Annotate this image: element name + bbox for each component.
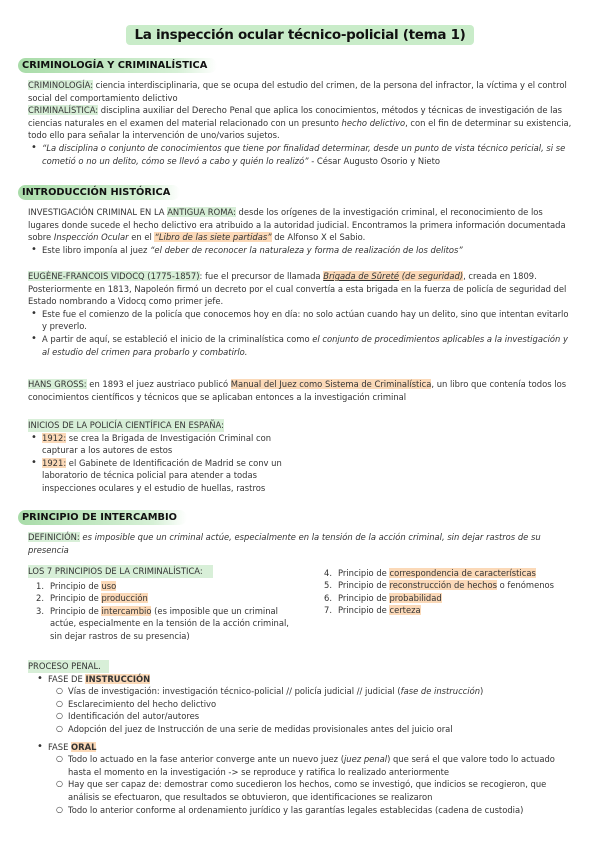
list-item [28,142,576,167]
book-siete-partidas: “Libro de las siete partidas” [154,232,272,243]
proceso-penal-block [28,660,576,816]
fase-instruccion: • FASE DE INSTRUCCIÓN ○ Vías de investigación: investigación técnico-policial // policía judicial // judicial (fase de instrucción) ○ Esclarecimiento del hecho delictivo ○ Identificación del autor/autores ○ Adopción del juez de Instrucción de una serie de medidas provisionales antes del juicio oral [34,673,576,736]
list-item: • 1921: el Gabinete de Identificación de Madrid se conv un laboratorio de técnica policial para atender a todas inspecciones oculares y el estudio de huellas, rastros [28,457,290,495]
fases-list [34,673,576,817]
section-historia-espana [28,419,576,495]
title-container [0,24,600,45]
highlight-vidocq: EUGÈNE-FRANCOIS VIDOCQ (1775-1857) [28,271,200,281]
list-item: • A partir de aquí, se estableció el inicio de la criminalística como el conjunto de procedimientos aplicables a la investigación y al estudio del crimen para probarlo y combatirlo. [28,333,576,358]
principle-item: 4. Principio de correspondencia de características [324,567,536,578]
section-historia-gross: HANS GROSS: en 1893 el juez austriaco publicó Manual del Juez como Sistema de Criminalística, un libro que contenía todos los conocimientos científicos y técnicos que se aplicaban entonces a la investigación criminal [28,379,567,402]
list-item: ○ Esclarecimiento del hecho delictivo [54,698,576,711]
principles-left [28,580,300,643]
list-item: ○ Identificación del autor/autores [54,710,576,723]
year-1921: 1921: [42,457,67,468]
principles-right [316,567,578,617]
page-title: La inspección ocular técnico-policial (tema 1) [126,25,473,45]
quote-text: “La disciplina o conjunto de conocimientos que tiene por finalidad determinar, desde un punto de vista técnico pericial, si se cometió o no un delito, cómo se llevó a cabo y quién lo realizó” [42,142,566,166]
definition-paragraph: DEFINICIÓN: es imposible que un criminal actúe, especialmente en la tensión de la acción criminal, sin dejar rastros de su presencia [28,532,541,555]
section-criminologia-body [28,79,576,167]
principles-block [28,565,576,648]
paragraph-criminologia: CRIMINOLOGÍA: ciencia interdisciplinaria, que se ocupa del estudio del crimen, de la persona del infractor, la víctima y el control social del comportamiento delictivo [28,80,567,103]
list-item: ○ Todo lo actuado en la fase anterior converge ante un nuevo juez (juez penal) que será el que valore todo lo actuado hasta el momento en la investigación -> se reproduce y ratifica lo realizado anteriormente [54,753,576,778]
list-item: • Este fue el comienzo de la policía que conocemos hoy en día: no solo actúan cuando hay un delito, sino que intentan evitarlo y preverlo. [28,308,576,333]
roma-list [28,244,576,257]
highlight-hans-gross: HANS GROSS: [28,379,87,389]
term-criminalistica: CRIMINALÍSTICA: [28,105,99,116]
paragraph-criminalistica: CRIMINALÍSTICA: disciplina auxiliar del Derecho Penal que aplica los conocimientos, métodos y técnicas de investigación de las ciencias naturales en el examen del material relacionado con un presunto hecho delictivo, con el fin de determinar su existencia, todo ello para señalar la intervención de uno/varios sujetos. [28,105,572,141]
principles-heading: LOS 7 PRINCIPIOS DE LA CRIMINALÍSTICA: [28,565,213,578]
year-1912: 1912: [42,432,67,443]
principle-item: 5. Principio de reconstrucción de hechos o fenómenos [324,580,555,591]
principle-item: 7. Principio de certeza [324,605,421,616]
term-definicion: DEFINICIÓN: [28,532,80,542]
list-item: ○ Adopción del juez de Instrucción de una serie de medidas provisionales antes del juicio oral [54,723,576,736]
vidocq-list [28,308,576,358]
principle-item: 1. Principio de uso [36,580,117,591]
book-manual-juez: Manual del Juez como Sistema de Criminalística [230,379,432,389]
highlight-antigua-roma: ANTIGUA ROMA: [167,207,236,217]
principle-item: 2. Principio de producción [36,593,148,604]
paragraph-vidocq: EUGÈNE-FRANCOIS VIDOCQ (1775-1857): fue el precursor de llamada Brigada de Sûreté (de seguridad), creada en 1809. Posteriormente en 1813, Napoleón firmó un decreto por el cual convertía a esta brigada en la fuerza de policía de seguridad del Estado nombrando a Vidocq como primer jefe. [28,271,567,307]
instruccion-list [54,685,576,735]
section-heading-historia: INTRODUCCIÓN HISTÓRICA [18,185,180,200]
quote-author: - César Augusto Osorio y Nieto [308,155,440,166]
principle-item: 3. Principio de intercambio (es imposible que un criminal actúe, especialmente en la tensión de la acción criminal, sin dejar rastros de su presencia) [36,605,289,641]
term-criminologia: CRIMINOLOGÍA: [28,80,94,90]
list-item: • 1912: se crea la Brigada de Investigación Criminal con capturar a los autores de estos [28,432,290,457]
oral-list [54,753,576,816]
list-item: ○ Hay que ser capaz de: demostrar como sucedieron los hechos, como se investigó, que indicios se recogieron, que análisis se efectuaron, que resultados se obtuvieron, que identificaciones se realizaron [54,778,576,803]
section-historia-roma [28,206,576,256]
quote-list [28,142,576,167]
espana-heading: INICIOS DE LA POLICÍA CIENTÍFICA EN ESPAÑA: [28,420,224,430]
fase-oral: • FASE ORAL ○ Todo lo actuado en la fase anterior converge ante un nuevo juez (juez penal) que será el que valore todo lo actuado hasta el momento en la investigación -> se reproduce y ratifica lo realizado anteriormente ○ Hay que ser capaz de: demostrar como sucedieron los hechos, como se investigó, que indicios se recogieron, que análisis se efectuaron, que resultados se obtuvieron, que identificaciones se realizaron ○ Todo lo anterior conforme al ordenamiento jurídico y las garantías legales establecidas (cadena de custodia) [34,741,576,817]
section-heading-intercambio: PRINCIPIO DE INTERCAMBIO [18,510,187,525]
section-historia-vidocq [28,270,576,358]
paragraph-roma: INVESTIGACIÓN CRIMINAL EN LA ANTIGUA ROMA: desde los orígenes de la investigación criminal, el reconocimiento de los lugares donde sucede el hecho delictivo era atribuido a la autoridad judicial. Encontramos la primera información documentada sobre Inspección Ocular en el “Libro de las siete partidas” de Alfonso X el Sabio. [28,207,566,243]
brigada-surete: Brigada de Sûreté [323,271,400,281]
principle-item: 6. Principio de probabilidad [324,592,442,603]
list-item: ○ Vías de investigación: investigación técnico-policial // policía judicial // judicial (fase de instrucción) [54,685,576,698]
list-item: • Este libro imponía al juez “el deber de reconocer la naturaleza y forma de realización de los delitos” [28,244,576,257]
proceso-penal-heading: PROCESO PENAL. [28,660,109,673]
list-item: ○ Todo lo anterior conforme al ordenamiento jurídico y las garantías legales establecidas (cadena de custodia) [54,804,576,817]
espana-list [28,432,290,495]
section-heading-criminologia: CRIMINOLOGÍA Y CRIMINALÍSTICA [18,58,217,73]
